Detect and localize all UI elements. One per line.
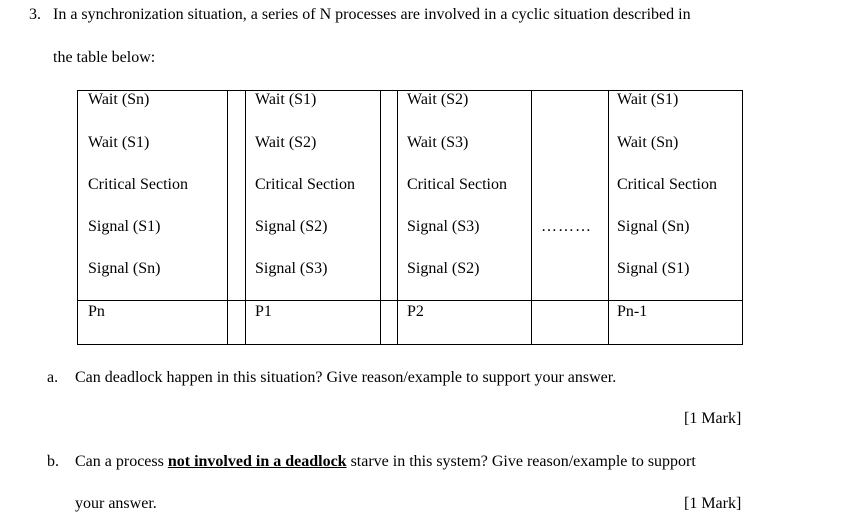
table-cell: Signal (S3) [255,260,328,277]
table-cell: Signal (S1) [617,260,690,277]
table-cell: Signal (Sn) [617,218,690,235]
table-vline [397,90,398,345]
process-label: P2 [407,303,424,320]
table-cell: Wait (Sn) [88,91,150,108]
table-cell: Wait (S1) [88,134,150,151]
table-vline [531,90,532,345]
table-cell: Wait (S3) [407,134,469,151]
table-vline [380,90,381,345]
part-a-marks: [1 Mark] [684,410,742,427]
part-b-text-before: Can a process [75,453,168,470]
question-line-1: In a synchronization situation, a series of N processes are involved in a cyclic situation described in [53,6,691,23]
table-cell: Critical Section [407,176,507,193]
table-cell: Critical Section [88,176,188,193]
process-label: Pn-1 [617,303,648,320]
table-cell: Signal (S2) [407,260,480,277]
table-cell: Wait (S2) [255,134,317,151]
part-b-text-after: starve in this system? Give reason/example to support [346,453,696,470]
table-bottom-border [77,344,743,345]
table-cell: Wait (S2) [407,91,469,108]
table-cell: Wait (Sn) [617,134,679,151]
table-cell: Critical Section [255,176,355,193]
table-vline [245,90,246,345]
part-a-text: Can deadlock happen in this situation? Give reason/example to support your answer. [75,369,617,386]
process-label: P1 [255,303,272,320]
table-cell: Wait (S1) [617,91,679,108]
table-cell: Signal (S1) [88,218,161,235]
part-b-line-2: your answer. [75,495,157,512]
table-mid-border [77,300,743,301]
part-b-label: b. [47,453,59,470]
question-line-2: the table below: [53,49,156,66]
table-cell: Signal (S3) [407,218,480,235]
table-cell: Signal (S2) [255,218,328,235]
part-b-emphasis: not involved in a deadlock [167,453,347,470]
process-label: Pn [88,303,105,320]
table-cell: Wait (S1) [255,91,317,108]
part-a-label: a. [47,369,59,386]
table-vline [742,90,743,345]
table-cell: Critical Section [617,176,717,193]
table-vline [608,90,609,345]
ellipsis: ……… [541,218,592,235]
part-b-text [75,453,696,471]
table-vline [227,90,228,345]
table-cell: Signal (Sn) [88,260,161,277]
part-b-marks: [1 Mark] [684,495,742,512]
question-number: 3. [29,6,41,23]
table-vline [77,90,78,345]
